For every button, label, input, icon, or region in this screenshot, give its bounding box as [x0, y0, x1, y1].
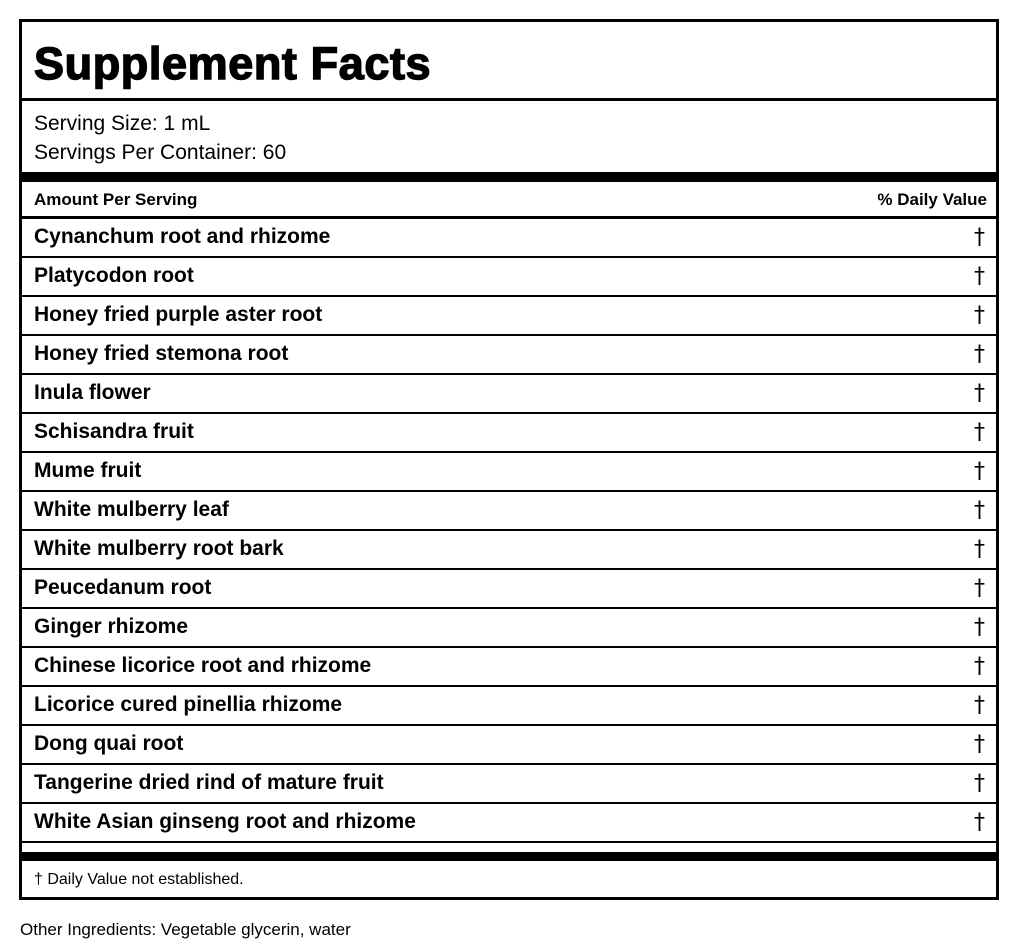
- supplement-facts-panel: [19, 19, 999, 900]
- ingredient-name: White Asian ginseng root and rhizome: [34, 810, 416, 833]
- daily-value-header: % Daily Value: [877, 190, 987, 209]
- ingredient-name: Peucedanum root: [34, 576, 212, 599]
- ingredient-name: Platycodon root: [34, 264, 194, 287]
- ingredient-row: [22, 492, 996, 531]
- ingredient-name: Schisandra fruit: [34, 420, 194, 443]
- ingredient-daily-value: †: [974, 342, 985, 367]
- ingredient-daily-value: †: [974, 381, 985, 406]
- panel-title: Supplement Facts: [34, 38, 432, 89]
- ingredient-row: [22, 648, 996, 687]
- ingredient-row: [22, 336, 996, 375]
- ingredient-name: Honey fried purple aster root: [34, 303, 323, 326]
- ingredient-name: Licorice cured pinellia rhizome: [34, 693, 343, 716]
- ingredient-name: Mume fruit: [34, 459, 142, 482]
- serving-info: [22, 101, 996, 172]
- ingredient-daily-value: †: [974, 693, 985, 718]
- column-header-row: [22, 182, 996, 219]
- ingredient-daily-value: †: [974, 576, 985, 601]
- ingredient-name: Ginger rhizome: [34, 615, 189, 638]
- ingredient-row: [22, 531, 996, 570]
- thick-divider: [22, 172, 996, 182]
- ingredient-row: [22, 570, 996, 609]
- ingredient-daily-value: †: [974, 732, 985, 757]
- ingredient-row: [22, 765, 996, 804]
- ingredient-row: [22, 453, 996, 492]
- ingredient-row: [22, 609, 996, 648]
- ingredient-name: Honey fried stemona root: [34, 342, 289, 365]
- ingredient-name: Cynanchum root and rhizome: [34, 225, 331, 248]
- ingredient-name: Inula flower: [34, 381, 151, 404]
- spacer: [22, 843, 996, 852]
- ingredient-daily-value: †: [974, 225, 985, 250]
- other-ingredients: Other Ingredients: Vegetable glycerin, water: [20, 920, 351, 939]
- ingredient-daily-value: †: [974, 771, 985, 796]
- ingredient-row: [22, 297, 996, 336]
- ingredient-row: [22, 687, 996, 726]
- ingredient-row: [22, 414, 996, 453]
- ingredient-daily-value: †: [974, 459, 985, 484]
- amount-per-serving-header: Amount Per Serving: [34, 190, 198, 209]
- ingredient-daily-value: †: [974, 615, 985, 640]
- ingredient-row: [22, 726, 996, 765]
- daily-value-footnote: † Daily Value not established.: [34, 871, 244, 888]
- ingredient-row: [22, 258, 996, 297]
- ingredient-row: [22, 804, 996, 843]
- title-section: [22, 22, 996, 101]
- ingredient-daily-value: †: [974, 264, 985, 289]
- ingredient-daily-value: †: [974, 303, 985, 328]
- ingredient-name: White mulberry root bark: [34, 537, 284, 560]
- ingredient-name: Tangerine dried rind of mature fruit: [34, 771, 384, 794]
- ingredient-daily-value: †: [974, 537, 985, 562]
- ingredient-daily-value: †: [974, 654, 985, 679]
- footnote-section: [22, 861, 996, 897]
- servings-per-container: Servings Per Container: 60: [34, 141, 287, 164]
- ingredient-daily-value: †: [974, 810, 985, 835]
- bottom-thick-divider: [22, 852, 996, 861]
- serving-size: Serving Size: 1 mL: [34, 112, 211, 135]
- ingredient-row: [22, 375, 996, 414]
- ingredient-daily-value: †: [974, 498, 985, 523]
- ingredient-list: [22, 219, 996, 843]
- ingredient-daily-value: †: [974, 420, 985, 445]
- ingredient-name: White mulberry leaf: [34, 498, 229, 521]
- ingredient-row: [22, 219, 996, 258]
- ingredient-name: Chinese licorice root and rhizome: [34, 654, 372, 677]
- ingredient-name: Dong quai root: [34, 732, 184, 755]
